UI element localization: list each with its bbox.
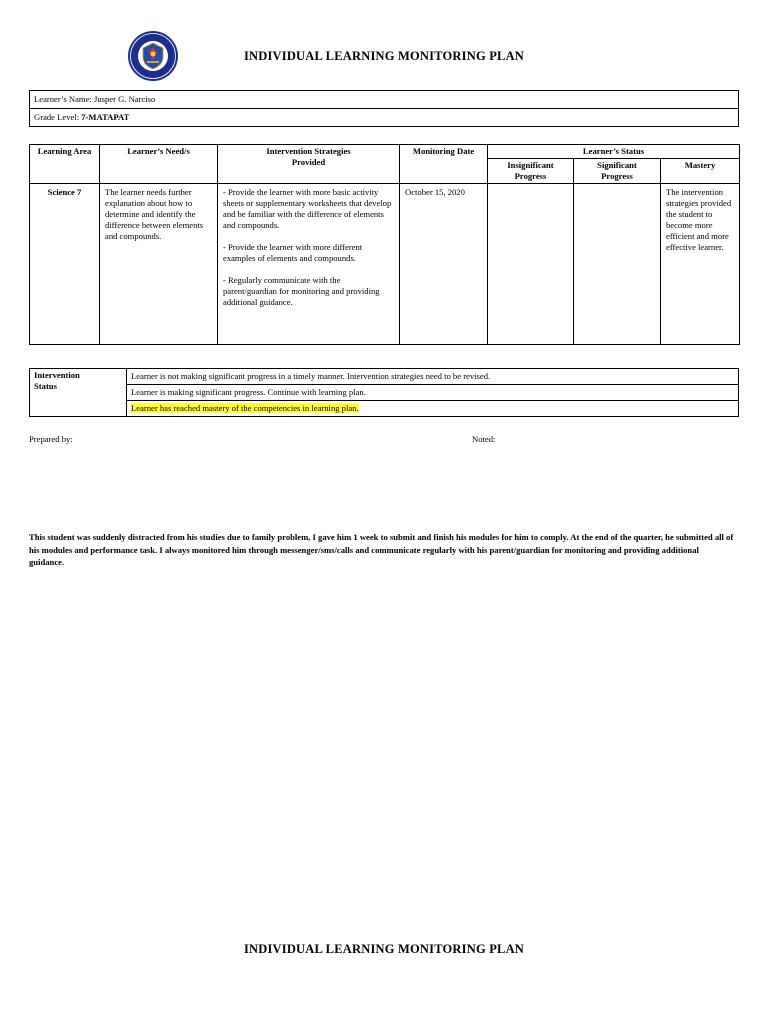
learner-name-value: Jusper G. Narciso <box>93 94 156 104</box>
header-learner-needs: Learner’s Need/s <box>100 145 218 184</box>
insignificant-progress-cell <box>488 184 574 345</box>
grade-level-row <box>30 109 739 127</box>
significant-progress-cell <box>574 184 661 345</box>
status-label-line2: Status <box>34 381 57 391</box>
header-intervention-strategies <box>218 145 400 184</box>
header-mastery: Mastery <box>661 159 740 184</box>
intervention-status-table <box>29 368 739 417</box>
header-insignificant-line1: Insignificant <box>507 160 554 170</box>
learner-info-table <box>29 90 739 127</box>
plan-row <box>30 184 740 345</box>
header-learner-status: Learner’s Status <box>488 145 740 159</box>
learning-area-cell: Science 7 <box>30 184 100 345</box>
status-option-mastery-cell <box>127 401 739 417</box>
status-label-line1: Intervention <box>34 370 80 380</box>
learner-needs-cell: The learner needs further explanation about how to determine and identify the difference between elements and compounds. <box>100 184 218 345</box>
header-strategies-line2: Provided <box>291 157 326 167</box>
grade-level-label: Grade Level: <box>34 112 80 122</box>
strategy-item: - Provide the learner with more different examples of elements and compounds. <box>223 242 363 263</box>
status-option-continue: Learner is making significant progress. Continue with learning plan. <box>127 385 739 401</box>
header-monitoring-date: Monitoring Date <box>400 145 488 184</box>
header-insignificant-progress <box>488 159 574 184</box>
status-option-revise: Learner is not making significant progress in a timely manner. Intervention strategies need to be revised. <box>127 369 739 385</box>
document-title: INDIVIDUAL LEARNING MONITORING PLAN <box>243 49 525 63</box>
header-learning-area: Learning Area <box>30 145 100 184</box>
strategy-item: - Provide the learner with more basic activity sheets or supplementary worksheets that develop and be familiar with the difference of elements and compounds. <box>223 187 392 230</box>
status-row <box>30 369 739 385</box>
learner-name-label: Learner’s Name: <box>34 94 92 104</box>
noted-label: Noted: <box>472 434 496 444</box>
status-row <box>30 401 739 417</box>
header-significant-line2: Progress <box>601 171 633 181</box>
monitoring-plan-table <box>29 144 740 345</box>
header-significant-line1: Significant <box>597 160 637 170</box>
monitoring-date-cell: October 15, 2020 <box>400 184 488 345</box>
grade-level-value: 7-MATAPAT <box>81 112 130 122</box>
header-significant-progress <box>574 159 661 184</box>
document-title-next-page: INDIVIDUAL LEARNING MONITORING PLAN <box>243 942 525 956</box>
plan-header-row <box>30 145 740 159</box>
intervention-status-label <box>30 369 127 417</box>
learner-name-row <box>30 91 739 109</box>
mastery-cell: The intervention strategies provided the student to become more efficient and more effective learner. <box>661 184 740 345</box>
remarks-paragraph: This student was suddenly distracted from his studies due to family problem, I gave him 1 week to submit and finish his modules for him to comply. At the end of the quarter, he submitted all of his modules and performance task. I always monitored him through messenger/sms/calls and communicate regularly with his parent/guardian for monitoring and providing additional guidance. <box>29 532 734 567</box>
status-option-mastery: Learner has reached mastery of the competencies in learning plan. <box>131 403 359 413</box>
header-insignificant-line2: Progress <box>514 171 547 181</box>
strategy-item: - Regularly communicate with the parent/guardian for monitoring and providing additional guidance. <box>223 275 380 307</box>
status-row <box>30 385 739 401</box>
prepared-by-label: Prepared by: <box>29 434 73 444</box>
strategies-cell <box>218 184 400 345</box>
header-strategies-line1: Intervention Strategies <box>266 146 351 156</box>
